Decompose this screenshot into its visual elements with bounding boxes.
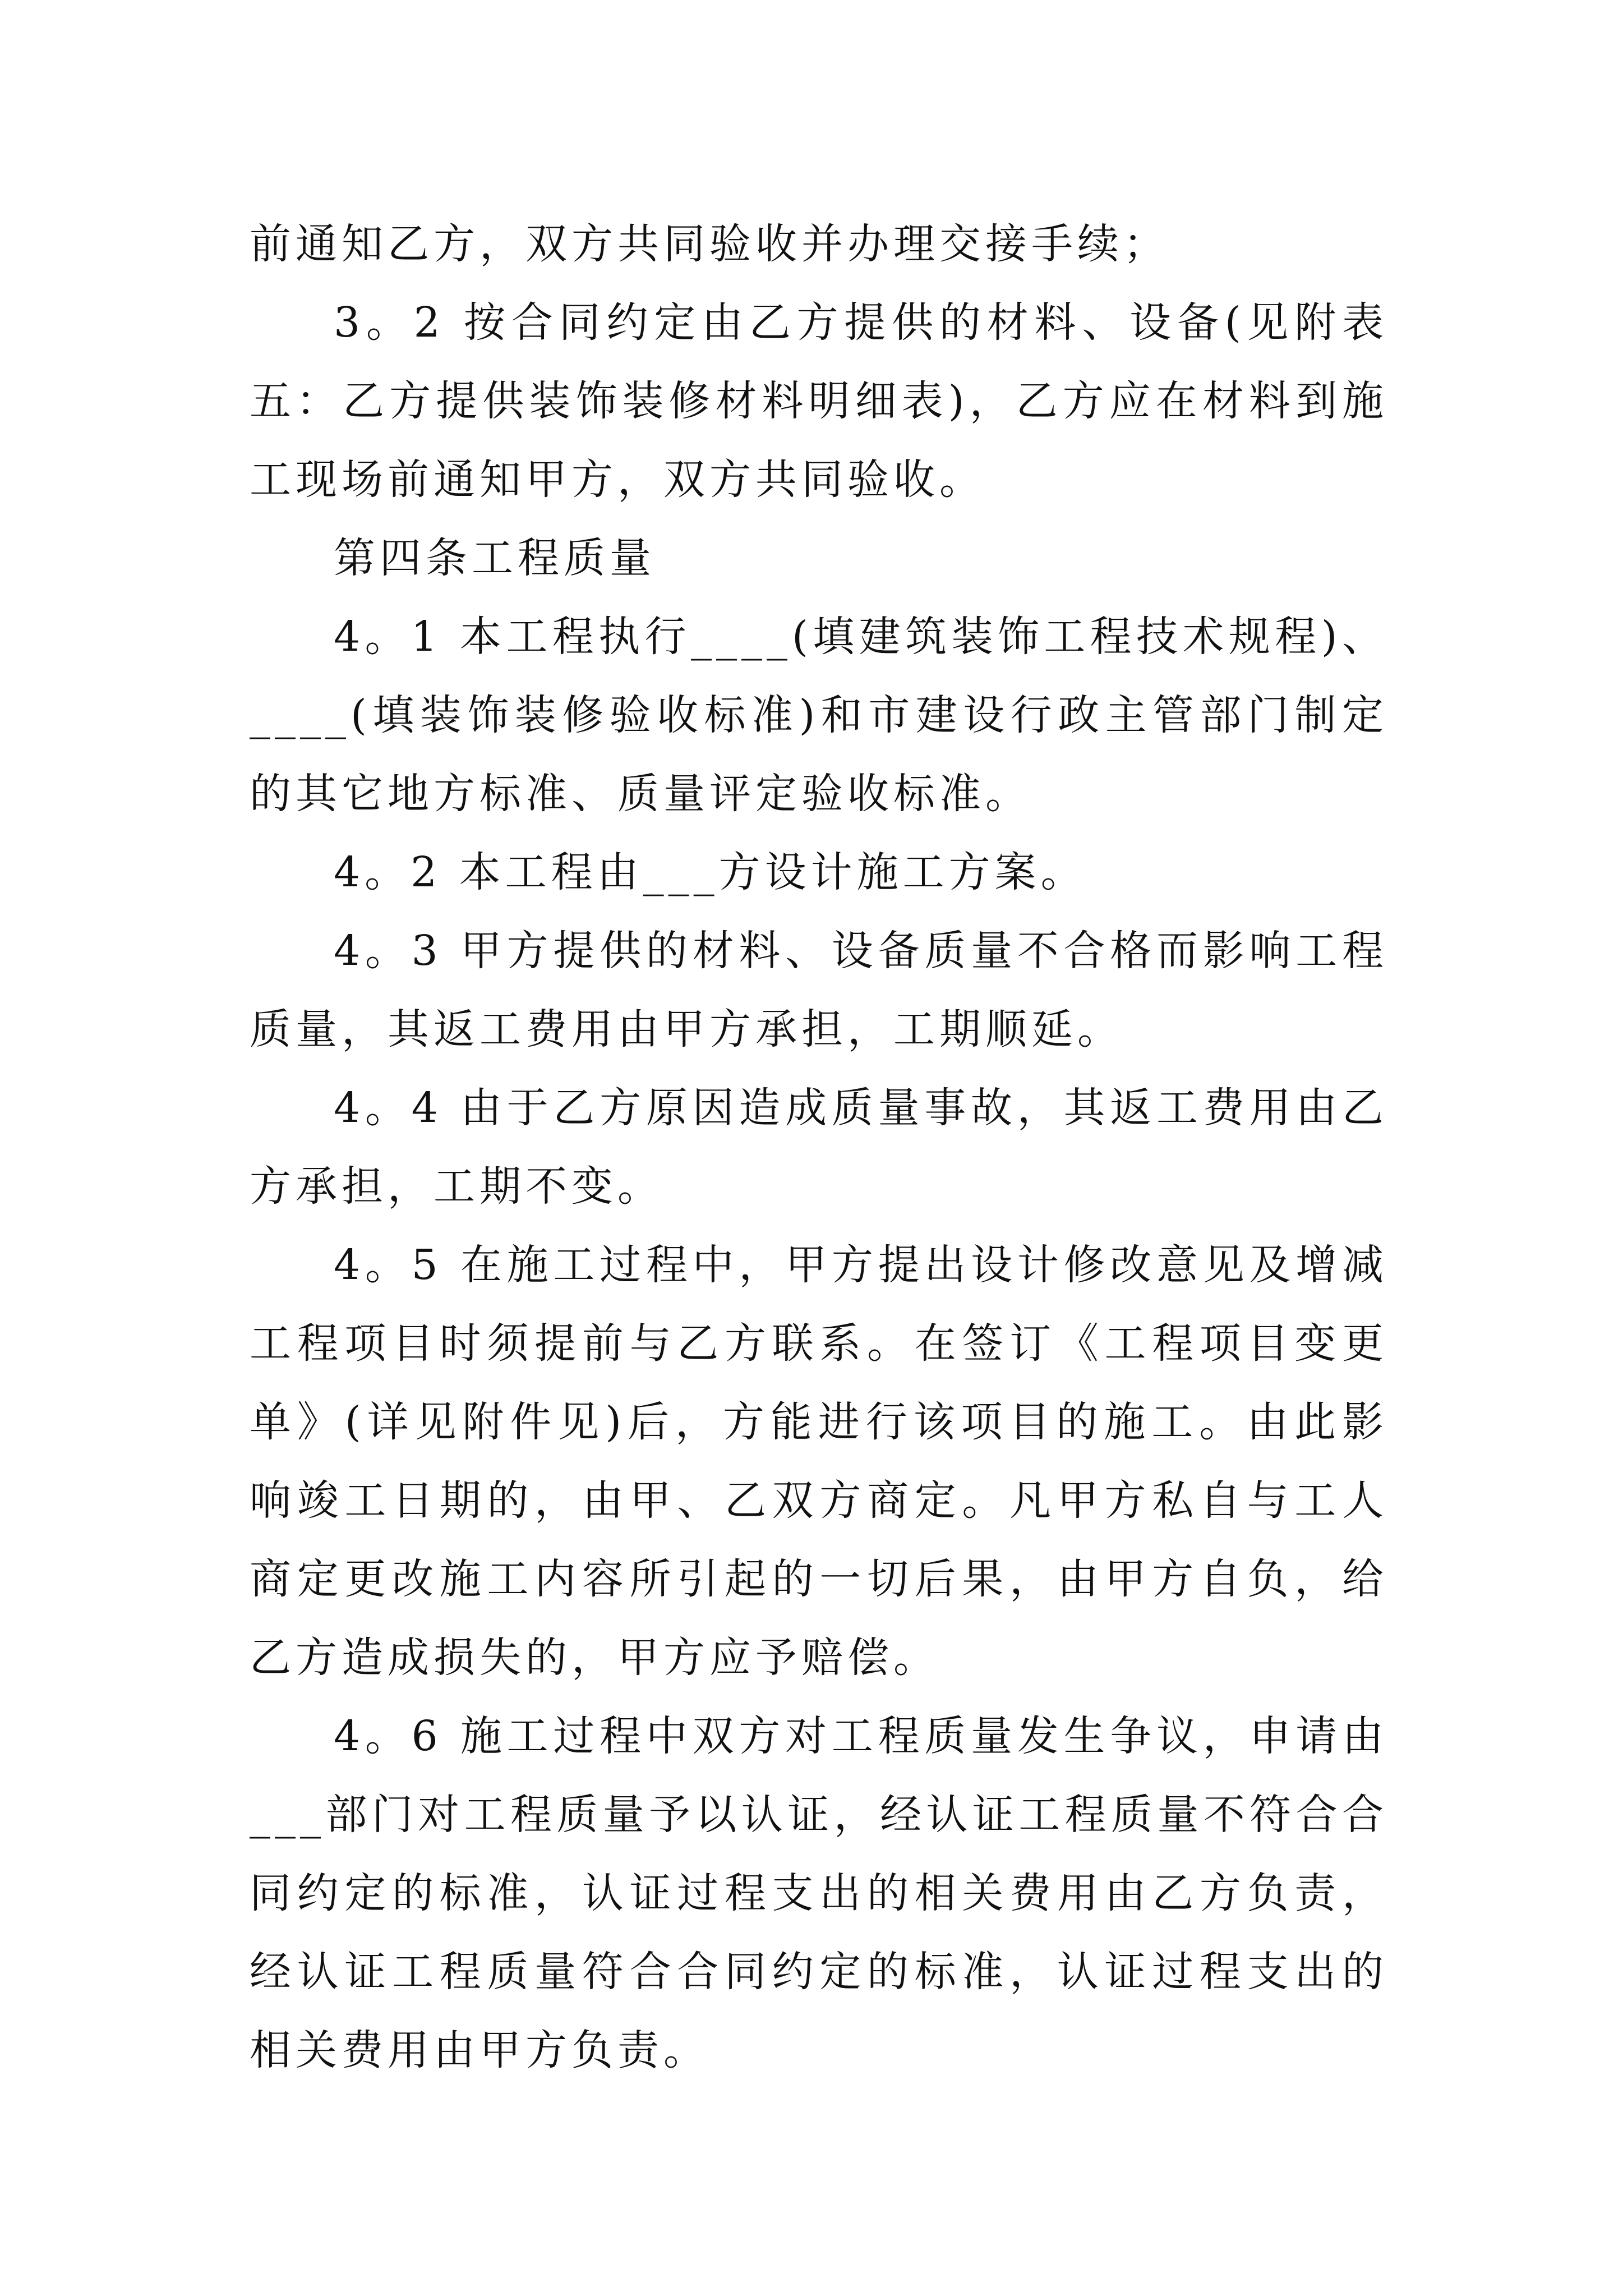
paragraph-clause-4-6: 4。6 施工过程中双方对工程质量发生争议，申请由___部门对工程质量予以认证，经认证工程质量不符合合同约定的标准，认证过程支出的相关费用由乙方负责，经认证工程质量符合合同约定的标准，认证过程支出的相关费用由甲方负责。	[250, 1712, 1388, 2074]
paragraph-clause-4-3: 4。3 甲方提供的材料、设备质量不合格而影响工程质量，其返工费用由甲方承担，工期顺延。	[250, 927, 1388, 1053]
paragraph-clause-4-2: 4。2 本工程由___方设计施工方案。	[334, 848, 1087, 896]
paragraph-clause-4-4: 4。4 由于乙方原因造成质量事故，其返工费用由乙方承担，工期不变。	[250, 1084, 1388, 1211]
paragraph-clause-4-1: 4。1 本工程执行____(填建筑装饰工程技术规程)、____(填装饰装修验收标准)和市建设行政主管部门制定的其它地方标准、质量评定验收标准。	[250, 613, 1388, 818]
document-body	[250, 205, 1388, 2090]
paragraph-continuation: 前通知乙方，双方共同验收并办理交接手续；	[250, 220, 1169, 268]
paragraph-clause-3-2: 3。2 按合同约定由乙方提供的材料、设备(见附表五：乙方提供装饰装修材料明细表)，乙方应在材料到施工现场前通知甲方，双方共同验收。	[250, 298, 1388, 504]
paragraph-clause-4-5: 4。5 在施工过程中，甲方提出设计修改意见及增减工程项目时须提前与乙方联系。在签订《工程项目变更单》(详见附件见)后，方能进行该项目的施工。由此影响竣工日期的，由甲、乙双方商定。凡甲方私自与工人商定更改施工内容所引起的一切后果，由甲方自负，给乙方造成损失的，甲方应予赔偿。	[250, 1241, 1388, 1682]
section-heading-article-4: 第四条工程质量	[334, 534, 656, 582]
